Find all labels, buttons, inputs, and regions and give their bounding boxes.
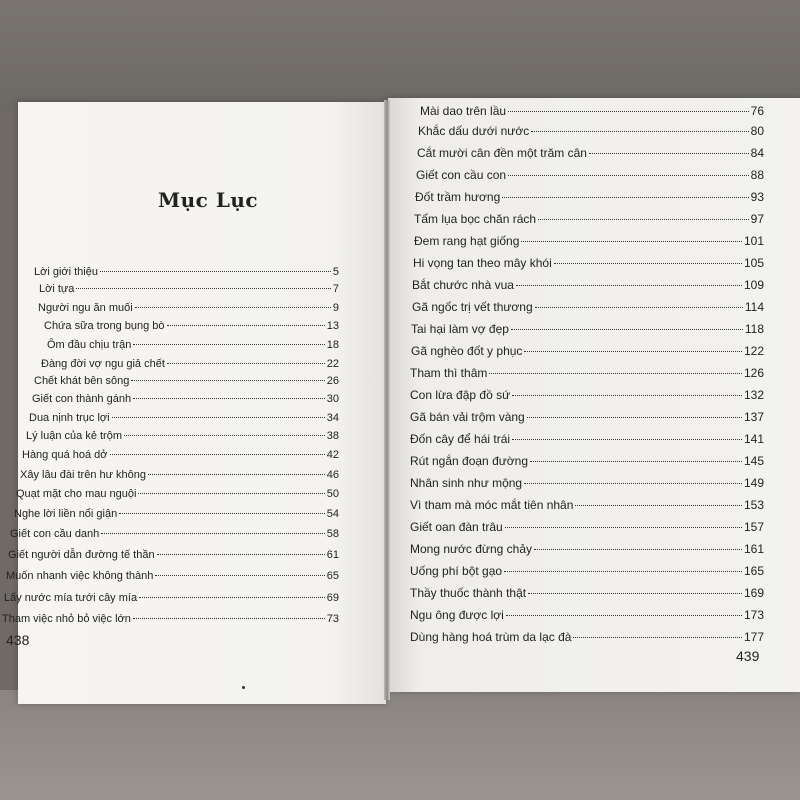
toc-entry-title: Con lừa đập đồ sứ <box>410 388 511 402</box>
right-page-number: 439 <box>736 648 760 664</box>
toc-entry-page: 58 <box>326 528 339 540</box>
toc-dot-leader <box>167 363 325 364</box>
toc-entry-title: Đốt trầm hương <box>415 190 501 204</box>
toc-entry <box>415 190 764 204</box>
toc-entry <box>410 586 764 600</box>
toc-entry <box>14 508 339 520</box>
toc-entry <box>22 449 339 461</box>
toc-entry <box>47 339 339 351</box>
toc-entry-title: Hàng quá hoá dở <box>22 449 108 461</box>
toc-entry-page: 109 <box>743 278 764 292</box>
left-page-number: 438 <box>6 632 30 648</box>
toc-dot-leader <box>508 111 749 112</box>
toc-entry <box>16 488 339 500</box>
toc-entry <box>4 592 339 604</box>
toc-entry <box>44 320 339 332</box>
toc-dot-leader <box>538 219 749 220</box>
toc-entry-title: Đem rang hạt giống <box>414 234 520 248</box>
toc-entry <box>417 146 764 160</box>
toc-entry-title: Nhân sinh như mộng <box>410 476 523 490</box>
toc-dot-leader <box>506 615 742 616</box>
toc-entry <box>418 124 764 138</box>
toc-entry-page: 118 <box>744 322 764 336</box>
toc-entry-page: 13 <box>326 320 339 332</box>
toc-dot-leader <box>148 474 325 475</box>
toc-entry-title: Ngu ông được lợi <box>410 608 504 622</box>
toc-dot-leader <box>138 493 324 494</box>
toc-entry-title: Giết con thành gánh <box>32 393 132 405</box>
toc-entry-page: 101 <box>743 234 764 248</box>
toc-dot-leader <box>528 593 742 594</box>
toc-entry <box>20 469 339 481</box>
background-top <box>0 0 800 110</box>
toc-dot-leader <box>502 197 748 198</box>
toc-entry-title: Thầy thuốc thành thật <box>410 586 527 600</box>
toc-dot-leader <box>133 618 325 619</box>
toc-entry-title: Lời tựa <box>39 283 75 295</box>
toc-entry-page: 93 <box>750 190 764 204</box>
toc-entry-page: 18 <box>326 339 339 351</box>
toc-entry-title: Cắt mười cân đền một trăm cân <box>417 146 587 160</box>
toc-entry <box>410 410 764 424</box>
toc-dot-leader <box>575 505 742 506</box>
toc-dot-leader <box>489 373 742 374</box>
toc-dot-leader <box>554 263 742 264</box>
toc-entry-title: Giết con cầu con <box>416 168 507 182</box>
toc-entry-title: Gã bán vải trộm vàng <box>410 410 525 424</box>
toc-dot-leader <box>512 439 742 440</box>
toc-dot-leader <box>131 380 324 381</box>
toc-entry-title: Người ngu ăn muối <box>38 302 133 314</box>
toc-entry-page: 132 <box>743 388 764 402</box>
toc-entry-title: Tấm lụa bọc chăn rách <box>414 212 537 226</box>
toc-entry <box>26 430 339 442</box>
toc-dot-leader <box>531 131 748 132</box>
toc-entry <box>411 322 764 336</box>
toc-entry-page: 30 <box>326 393 339 405</box>
toc-entry-title: Mong nước đừng chảy <box>410 542 532 556</box>
toc-entry-page: 161 <box>743 542 764 556</box>
toc-dot-leader <box>534 549 742 550</box>
toc-entry-page: 173 <box>743 608 764 622</box>
toc-title: Mục Lục <box>158 188 259 212</box>
toc-entry <box>34 375 339 387</box>
toc-entry-title: Đàng đời vợ ngu giả chết <box>41 358 165 370</box>
toc-entry-page: 9 <box>332 302 339 314</box>
toc-entry <box>2 613 339 625</box>
book-gutter <box>384 100 390 700</box>
toc-entry <box>420 104 764 118</box>
toc-entry <box>410 432 764 446</box>
toc-entry-page: 126 <box>743 366 764 380</box>
toc-entry-page: 122 <box>743 344 764 358</box>
toc-entry-page: 22 <box>326 358 339 370</box>
toc-entry-title: Ôm đầu chịu trận <box>47 339 132 351</box>
toc-entry <box>414 234 764 248</box>
toc-dot-leader <box>100 271 331 272</box>
toc-entry-page: 97 <box>750 212 764 226</box>
toc-entry <box>410 476 764 490</box>
toc-dot-leader <box>112 417 325 418</box>
toc-dot-leader <box>124 435 325 436</box>
toc-entry-page: 114 <box>744 300 764 314</box>
toc-entry-page: 137 <box>743 410 764 424</box>
toc-entry-page: 80 <box>750 124 764 138</box>
toc-dot-leader <box>133 344 324 345</box>
toc-dot-leader <box>135 307 331 308</box>
toc-dot-leader <box>505 527 742 528</box>
toc-entry-page: 54 <box>326 508 339 520</box>
toc-dot-leader <box>139 597 325 598</box>
toc-dot-leader <box>110 454 325 455</box>
toc-dot-leader <box>524 351 742 352</box>
toc-dot-leader <box>521 241 742 242</box>
toc-entry-title: Tham thì thâm <box>410 366 488 380</box>
toc-entry-title: Dua nịnh trục lợi <box>29 412 110 424</box>
toc-entry-title: Mài dao trên lầu <box>420 104 507 118</box>
toc-dot-leader <box>527 417 742 418</box>
toc-entry <box>410 498 764 512</box>
toc-entry-page: 46 <box>326 469 339 481</box>
toc-entry <box>39 283 339 295</box>
toc-entry-page: 169 <box>743 586 764 600</box>
toc-entry-page: 61 <box>326 549 339 561</box>
toc-entry-title: Uống phí bột gạo <box>410 564 503 578</box>
toc-dot-leader <box>133 398 325 399</box>
toc-dot-leader <box>511 329 743 330</box>
toc-entry <box>410 564 764 578</box>
toc-dot-leader <box>76 288 331 289</box>
toc-entry-title: Hi vọng tan theo mây khói <box>413 256 552 270</box>
toc-entry <box>412 278 764 292</box>
toc-entry-page: 7 <box>332 283 339 295</box>
toc-entry <box>412 300 764 314</box>
toc-entry-page: 73 <box>326 613 339 625</box>
toc-entry-page: 76 <box>750 104 764 118</box>
toc-dot-leader <box>535 307 743 308</box>
toc-entry-page: 26 <box>326 375 339 387</box>
toc-entry-title: Giết người dẫn đường tế thần <box>8 549 155 561</box>
toc-entry-page: 34 <box>326 412 339 424</box>
toc-entry-page: 65 <box>326 570 339 582</box>
toc-entry-page: 157 <box>743 520 764 534</box>
toc-entry-title: Tham việc nhỏ bỏ việc lớn <box>2 613 131 625</box>
toc-entry <box>410 388 764 402</box>
toc-entry <box>413 256 764 270</box>
toc-entry-title: Dùng hàng hoá trùm da lạc đà <box>410 630 572 644</box>
toc-entry-title: Rút ngắn đoạn đường <box>410 454 528 468</box>
toc-entry <box>410 454 764 468</box>
toc-entry-page: 177 <box>743 630 764 644</box>
toc-entry-title: Bắt chước nhà vua <box>412 278 514 292</box>
toc-entry-page: 88 <box>750 168 764 182</box>
toc-entry <box>416 168 764 182</box>
toc-entry-title: Lý luận của kẻ trộm <box>26 430 122 442</box>
toc-dot-leader <box>119 513 325 514</box>
toc-entry <box>38 302 339 314</box>
toc-entry <box>414 212 764 226</box>
toc-entry-title: Lời giới thiệu <box>34 266 98 278</box>
toc-dot-leader <box>512 395 742 396</box>
toc-entry-page: 145 <box>743 454 764 468</box>
toc-entry-page: 105 <box>743 256 764 270</box>
toc-entry-page: 153 <box>743 498 764 512</box>
toc-entry-title: Lấy nước mía tưới cây mía <box>4 592 138 604</box>
toc-entry-title: Gã ngốc trị vết thương <box>412 300 533 314</box>
toc-entry <box>410 630 764 644</box>
toc-entry-page: 165 <box>743 564 764 578</box>
toc-entry-page: 69 <box>326 592 339 604</box>
toc-entry-title: Tai hại làm vợ đẹp <box>411 322 509 336</box>
toc-dot-leader <box>155 575 324 576</box>
toc-entry <box>6 570 339 582</box>
toc-dot-leader <box>508 175 749 176</box>
toc-entry <box>410 542 764 556</box>
toc-entry <box>8 549 339 561</box>
background-bottom <box>0 690 800 800</box>
toc-entry-page: 50 <box>326 488 339 500</box>
toc-entry-page: 84 <box>750 146 764 160</box>
toc-dot-leader <box>516 285 742 286</box>
toc-entry <box>10 528 339 540</box>
toc-entry-title: Nghe lời liền nổi giận <box>14 508 118 520</box>
toc-entry-title: Quạt mặt cho mau nguội <box>16 488 137 500</box>
toc-entry-title: Vì tham mà móc mắt tiên nhân <box>410 498 574 512</box>
toc-dot-leader <box>157 554 325 555</box>
toc-entry <box>34 266 339 278</box>
toc-dot-leader <box>504 571 742 572</box>
toc-entry <box>410 366 764 380</box>
toc-entry-title: Đốn cây để hái trái <box>410 432 511 446</box>
toc-entry <box>29 412 339 424</box>
toc-entry <box>411 344 764 358</box>
toc-entry-title: Xây lâu đài trên hư không <box>20 469 147 481</box>
toc-entry <box>410 608 764 622</box>
toc-entry-page: 149 <box>743 476 764 490</box>
paper-speck <box>242 686 245 689</box>
toc-dot-leader <box>589 153 749 154</box>
toc-dot-leader <box>101 533 324 534</box>
toc-entry-title: Gã nghèo đốt y phục <box>411 344 523 358</box>
toc-entry-page: 141 <box>743 432 764 446</box>
toc-dot-leader <box>167 325 325 326</box>
toc-entry-title: Khắc dấu dưới nước <box>418 124 530 138</box>
toc-entry-title: Giết oan đàn trâu <box>410 520 503 534</box>
toc-dot-leader <box>530 461 742 462</box>
toc-entry-page: 38 <box>326 430 339 442</box>
toc-entry-title: Giết con cầu danh <box>10 528 100 540</box>
toc-entry-page: 5 <box>332 266 339 278</box>
toc-dot-leader <box>524 483 742 484</box>
toc-entry-title: Chứa sữa trong bụng bò <box>44 320 165 332</box>
toc-entry-title: Chết khát bên sông <box>34 375 130 387</box>
toc-entry <box>41 358 339 370</box>
toc-entry-page: 42 <box>326 449 339 461</box>
toc-entry <box>32 393 339 405</box>
toc-dot-leader <box>573 637 742 638</box>
toc-entry <box>410 520 764 534</box>
toc-entry-title: Muốn nhanh việc không thành <box>6 570 154 582</box>
